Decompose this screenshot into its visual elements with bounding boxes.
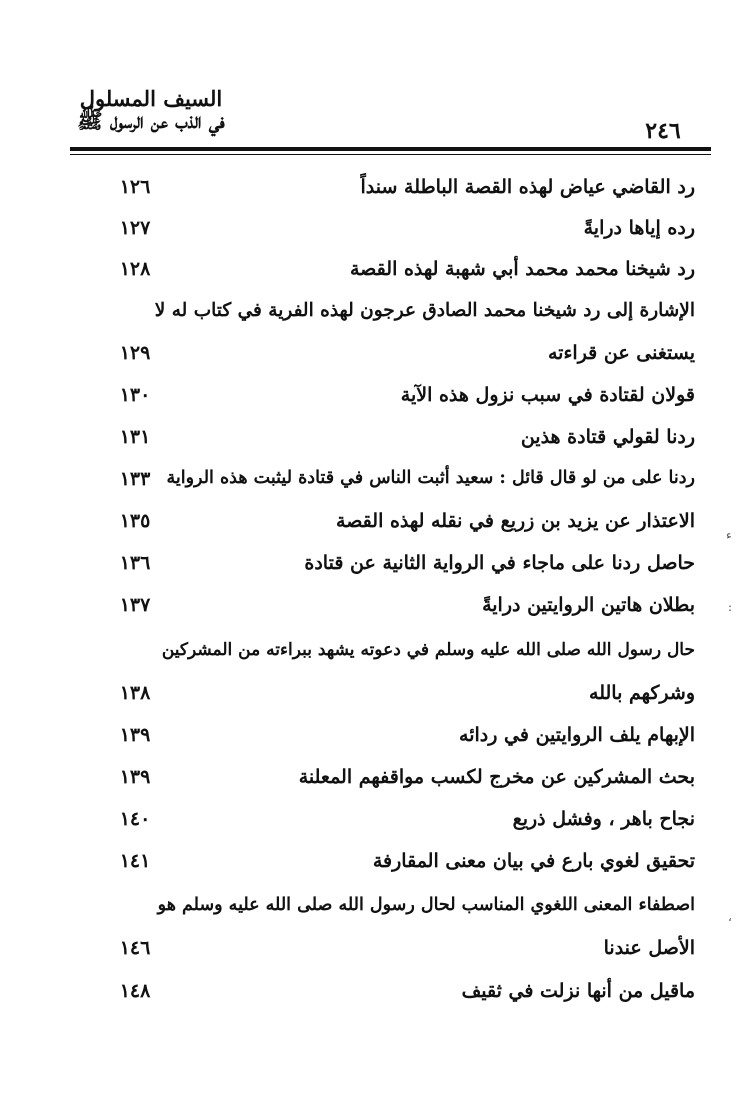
- toc-entry-title: الاعتذار عن يزيد بن زريع في نقله لهذه القصة: [336, 510, 695, 532]
- toc-entry: [0, 468, 751, 504]
- toc-entry-title: رد شيخنا محمد محمد أبي شهبة لهذه القصة: [350, 258, 695, 280]
- toc-entry-page: ١٢٩: [119, 342, 151, 364]
- toc-entry-title: بطلان هاتين الروايتين درايةً: [482, 594, 695, 616]
- toc-entry: [0, 895, 751, 931]
- toc-entry: [0, 682, 751, 718]
- toc-entry-title: حاصل ردنا على ماجاء في الرواية الثانية عن قتادة: [304, 552, 695, 574]
- toc-entry-title: الإبهام يلف الروايتين في ردائه: [459, 724, 695, 746]
- toc-entry-page: ١٤١: [119, 850, 151, 872]
- toc-entry-page: ١٣٩: [119, 766, 151, 788]
- toc-entry: [0, 258, 751, 294]
- toc-entry: [0, 850, 751, 886]
- toc-entry-page: ١٣٩: [119, 724, 151, 746]
- toc-entry-page: ١٣٨: [119, 682, 151, 704]
- toc-entry-page: ١٢٧: [119, 217, 151, 239]
- toc-entry: [0, 217, 751, 253]
- toc-entry: [0, 766, 751, 802]
- toc-entry: [0, 384, 751, 420]
- toc-entry-page: ١٣٠: [119, 384, 151, 406]
- toc-entry-page: ١٣٣: [119, 468, 151, 490]
- toc-entry: [0, 724, 751, 760]
- toc-entry-title: ماقيل من أنها نزلت في ثقيف: [461, 980, 695, 1002]
- scan-edge-mark: ء: [726, 528, 732, 542]
- scan-edge-mark: :: [728, 600, 733, 614]
- toc-entry-title: اصطفاء المعنى اللغوي المناسب لحال رسول الله صلى الله عليه وسلم هو: [157, 895, 695, 915]
- book-title-line-1: السيف المسلول: [79, 86, 223, 111]
- toc-entry: [0, 510, 751, 546]
- toc-entry-title: تحقيق لغوي بارع في بيان معنى المقارفة: [372, 850, 695, 872]
- toc-entry-title: يستغنى عن قراءته: [548, 342, 695, 364]
- toc-entry: [0, 342, 751, 378]
- toc-entry: [0, 808, 751, 844]
- toc-entry: [0, 426, 751, 462]
- toc-entry-page: ١٣١: [119, 426, 151, 448]
- toc-entry-page: ١٣٧: [119, 594, 151, 616]
- toc-entry: [0, 176, 751, 212]
- toc-entry: [0, 640, 751, 676]
- toc-entry: [0, 552, 751, 588]
- toc-entry-title: وشركهم بالله: [589, 682, 695, 704]
- toc-entry-title: ردنا على من لو قال قائل : سعيد أثبت الناس في قتادة ليثبت هذه الرواية: [166, 468, 695, 488]
- scan-edge-mark: ،: [728, 910, 732, 924]
- toc-entry-title: الأصل عندنا: [603, 937, 695, 959]
- toc-entry-page: ١٢٨: [119, 258, 151, 280]
- toc-entry-title: بحث المشركين عن مخرج لكسب مواقفهم المعلنة: [298, 766, 695, 788]
- book-title-line-2: في الذب عن الرسول ﷺ: [77, 108, 225, 134]
- toc-entry-title: رده إياها درايةً: [583, 217, 695, 239]
- toc-entry-page: ١٤٨: [119, 980, 151, 1002]
- toc-entry-title: قولان لقتادة في سبب نزول هذه الآية: [400, 384, 695, 406]
- toc-entry-page: ١٢٦: [119, 176, 151, 198]
- toc-entry-page: ١٣٦: [119, 552, 151, 574]
- page-number: ٢٤٦: [645, 118, 681, 144]
- toc-entry-title: رد القاضي عياض لهذه القصة الباطلة سنداً: [360, 176, 695, 198]
- toc-entry: [0, 980, 751, 1016]
- toc-entry-title: الإشارة إلى رد شيخنا محمد الصادق عرجون لهذه الفرية في كتاب له لا: [154, 300, 695, 321]
- toc-entry-page: ١٤٦: [119, 937, 151, 959]
- toc-entry-title: حال رسول الله صلى الله عليه وسلم في دعوته يشهد ببراءته من المشركين: [161, 640, 695, 660]
- toc-entry: [0, 937, 751, 973]
- toc-entry-page: ١٣٥: [119, 510, 151, 532]
- toc-entry-title: نجاح باهر ، وفشل ذريع: [512, 808, 695, 830]
- toc-entry: [0, 300, 751, 336]
- toc-entry-page: ١٤٠: [119, 808, 151, 830]
- toc-entry: [0, 594, 751, 630]
- toc-entry-title: ردنا لقولي قتادة هذين: [520, 426, 695, 448]
